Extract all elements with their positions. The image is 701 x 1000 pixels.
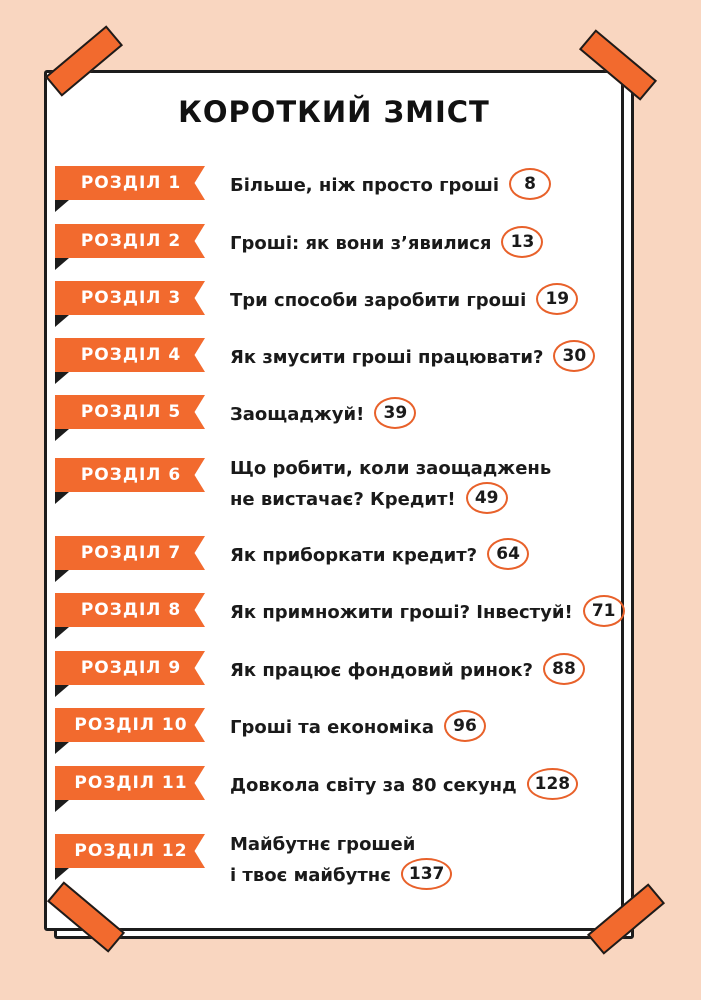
toc-row[interactable] — [0, 166, 701, 206]
page-number[interactable]: 19 — [536, 283, 578, 315]
chapter-title — [230, 655, 585, 687]
chapter-title-line — [230, 540, 529, 572]
chapter-title-text: Як працює фондовий ринок? — [230, 660, 533, 681]
chapter-title — [230, 228, 543, 260]
chapter-label: РОЗДІЛ 9 — [80, 658, 182, 678]
chapter-title-text: Більше, ніж просто гроші — [230, 175, 500, 196]
page-number[interactable]: 128 — [527, 768, 579, 800]
chapter-title-text: Три способи заробити гроші — [230, 290, 527, 311]
ribbon-fold — [55, 800, 69, 812]
ribbon-fold — [55, 200, 69, 212]
chapter-title — [230, 170, 551, 202]
chapter-label: РОЗДІЛ 5 — [80, 402, 182, 422]
toc-row[interactable] — [0, 708, 701, 748]
toc-row[interactable] — [0, 395, 701, 435]
chapter-title-text: Заощаджуй! — [230, 404, 365, 425]
chapter-title-line — [230, 860, 452, 892]
page-number[interactable]: 64 — [487, 538, 529, 570]
chapter-title-text: не вистачає? Кредит! — [230, 489, 456, 510]
chapter-title — [230, 540, 529, 572]
chapter-title-text: Майбутнє грошей — [230, 834, 416, 855]
chapter-title-text: Що робити, коли заощаджень — [230, 458, 552, 479]
page-number[interactable]: 137 — [401, 858, 453, 890]
chapter-title — [230, 830, 452, 892]
chapter-title-line — [230, 830, 452, 860]
toc-row[interactable] — [0, 281, 701, 321]
page-number[interactable]: 8 — [509, 168, 551, 200]
chapter-title-line — [230, 285, 578, 317]
ribbon-fold — [55, 570, 69, 582]
chapter-label: РОЗДІЛ 7 — [80, 543, 182, 563]
ribbon-fold — [55, 429, 69, 441]
chapter-title-text: і твоє майбутнє — [230, 865, 391, 886]
chapter-title — [230, 342, 595, 374]
chapter-title — [230, 285, 578, 317]
page-title: КОРОТКИЙ ЗМІСТ — [178, 95, 490, 129]
chapter-label: РОЗДІЛ 4 — [80, 345, 182, 365]
chapter-label: РОЗДІЛ 3 — [80, 288, 182, 308]
chapter-title-line — [230, 170, 551, 202]
chapter-title-text: Гроші: як вони з’явилися — [230, 233, 492, 254]
chapter-title — [230, 770, 578, 802]
chapter-title-text: Як змусити гроші працювати? — [230, 347, 544, 368]
ribbon-fold — [55, 627, 69, 639]
chapter-title-line — [230, 399, 416, 431]
toc-row[interactable] — [0, 536, 701, 576]
chapter-title — [230, 597, 625, 629]
chapter-title-line — [230, 655, 585, 687]
chapter-label: РОЗДІЛ 2 — [80, 231, 182, 251]
toc-row[interactable] — [0, 766, 701, 806]
ribbon-fold — [55, 258, 69, 270]
chapter-title-line — [230, 454, 551, 484]
chapter-title-line — [230, 712, 486, 744]
toc-row[interactable] — [0, 834, 701, 886]
page-number[interactable]: 88 — [543, 653, 585, 685]
toc-row[interactable] — [0, 224, 701, 264]
page-number[interactable]: 39 — [374, 397, 416, 429]
toc-row[interactable] — [0, 593, 701, 633]
page-number[interactable]: 71 — [583, 595, 625, 627]
ribbon-fold — [55, 372, 69, 384]
page-number[interactable]: 13 — [501, 226, 543, 258]
chapter-title — [230, 454, 551, 516]
chapter-title — [230, 712, 486, 744]
chapter-title-line — [230, 597, 625, 629]
chapter-title-line — [230, 228, 543, 260]
chapter-label: РОЗДІЛ 1 — [80, 173, 182, 193]
chapter-title-line — [230, 770, 578, 802]
chapter-title-line — [230, 342, 595, 374]
ribbon-fold — [55, 315, 69, 327]
page-number[interactable]: 30 — [553, 340, 595, 372]
toc-row[interactable] — [0, 651, 701, 691]
chapter-label: РОЗДІЛ 8 — [80, 600, 182, 620]
ribbon-fold — [55, 492, 69, 504]
toc-row[interactable] — [0, 458, 701, 510]
toc-row[interactable] — [0, 338, 701, 378]
ribbon-fold — [55, 685, 69, 697]
ribbon-fold — [55, 742, 69, 754]
chapter-title-text: Як примножити гроші? Інвестуй! — [230, 602, 573, 623]
chapter-title-text: Як приборкати кредит? — [230, 545, 478, 566]
chapter-title-text: Гроші та економіка — [230, 717, 434, 738]
chapter-label: РОЗДІЛ 12 — [74, 841, 188, 861]
page-number[interactable]: 96 — [444, 710, 486, 742]
chapter-label: РОЗДІЛ 10 — [74, 715, 188, 735]
chapter-label: РОЗДІЛ 11 — [74, 773, 188, 793]
chapter-title-line — [230, 484, 551, 516]
chapter-title — [230, 399, 416, 431]
chapter-label: РОЗДІЛ 6 — [80, 465, 182, 485]
page-number[interactable]: 49 — [466, 482, 508, 514]
chapter-title-text: Довкола світу за 80 секунд — [230, 775, 517, 796]
ribbon-fold — [55, 868, 69, 880]
